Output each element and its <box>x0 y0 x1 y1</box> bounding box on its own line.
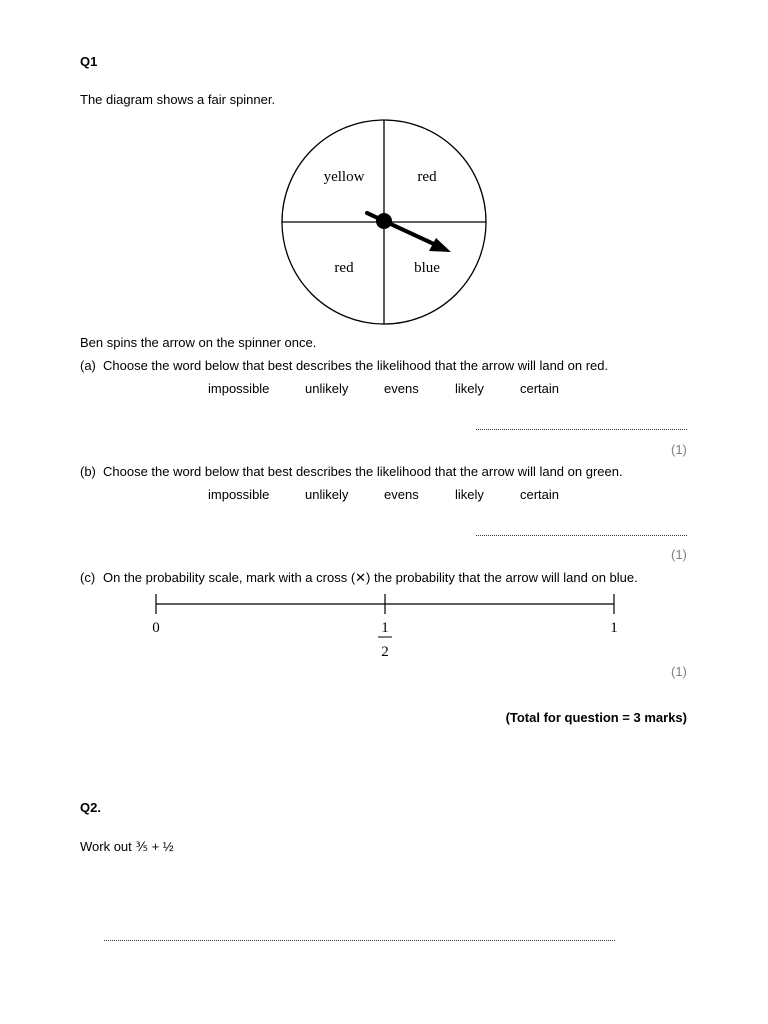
word-impossible: impossible <box>208 487 270 502</box>
scale-label-half-denominator: 2 <box>381 644 389 660</box>
part-a-label: (a) <box>80 358 96 373</box>
part-b-marks: (1) <box>671 547 687 562</box>
scale-label-half-numerator: 1 <box>381 620 389 636</box>
word-unlikely: unlikely <box>305 381 349 396</box>
spinner-arrow-head <box>429 238 451 252</box>
scale-label-1: 1 <box>610 620 618 636</box>
spinner-pivot <box>376 213 392 229</box>
part-a <box>80 358 608 374</box>
part-a-word-list <box>0 381 768 397</box>
spinner-diagram <box>276 112 492 332</box>
word-certain: certain <box>520 487 560 502</box>
spinner-section-yellow: yellow <box>323 169 365 185</box>
part-a-marks: (1) <box>671 442 687 457</box>
part-c-marks: (1) <box>671 664 687 679</box>
q2-answer-line[interactable] <box>104 940 615 941</box>
q1-lead: Ben spins the arrow on the spinner once. <box>80 335 317 350</box>
part-c <box>80 570 638 586</box>
q1-intro: The diagram shows a fair spinner. <box>80 92 276 107</box>
part-c-label: (c) <box>80 570 96 585</box>
part-b-text: Choose the word below that best describes the likelihood that the arrow will land on green. <box>103 464 623 479</box>
word-evens: evens <box>384 381 419 396</box>
q2-text: Work out ⅗ + ½ <box>80 839 174 854</box>
spinner-section-red-top: red <box>417 169 437 185</box>
word-unlikely: unlikely <box>305 487 349 502</box>
word-evens: evens <box>384 487 419 502</box>
scale-label-0: 0 <box>152 620 160 636</box>
word-impossible: impossible <box>208 381 270 396</box>
part-b-word-list <box>0 487 768 503</box>
part-a-answer-line[interactable] <box>476 429 687 430</box>
q1-total: (Total for question = 3 marks) <box>505 710 687 725</box>
part-b-label: (b) <box>80 464 96 479</box>
word-likely: likely <box>455 381 484 396</box>
word-likely: likely <box>455 487 484 502</box>
q1-title: Q1 <box>80 54 98 69</box>
spinner-section-blue: blue <box>414 260 440 276</box>
part-b-answer-line[interactable] <box>476 535 687 536</box>
word-certain: certain <box>520 381 560 396</box>
q2-title: Q2. <box>80 800 101 815</box>
part-a-text: Choose the word below that best describes the likelihood that the arrow will land on red. <box>103 358 609 373</box>
part-c-text: On the probability scale, mark with a cross (✕) the probability that the arrow will land on blue. <box>103 570 638 585</box>
part-b <box>80 464 623 480</box>
probability-scale[interactable] <box>140 590 630 662</box>
spinner-section-red-bottom: red <box>334 260 354 276</box>
